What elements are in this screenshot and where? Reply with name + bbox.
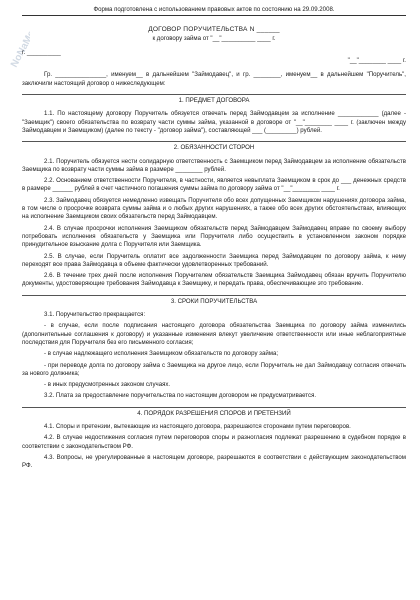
section-3 xyxy=(22,295,406,401)
paragraph: 2.6. В течение трех дней после исполнения Поручителем обязательств Заемщика Займодавец обязан вручить Поручителю документы, удостоверяющие требования Займодавца к Заемщику, и передать права, обеспечивающие это требование. xyxy=(22,272,406,288)
date-row xyxy=(22,57,406,65)
section-1 xyxy=(22,94,406,135)
paragraph: 1.1. По настоящему договору Поручитель обязуется отвечать перед Займодавцем за исполнение ____________ (далее - "Заемщик") своего обязательства по возврату части суммы займа, указанной в договоре от "__"________ ____ г. (заключен между Займодавцем и Заемщиком) (далее по тексту - "договор займа"), составляющей ___ (_________) рублей. xyxy=(22,110,406,134)
watermark-text: NoNaMe xyxy=(8,28,30,70)
document-subtitle: к договору займа от "__"__________ ____ г. xyxy=(152,34,276,42)
city: г. __________ xyxy=(22,48,61,56)
paragraph: 2.1. Поручитель обязуется нести солидарную ответственность с Заемщиком перед Займодавцем за исполнение обязательств Заемщика по возврату части суммы займа в размере ________ рублей. xyxy=(22,157,406,173)
section-heading: 4. ПОРЯДОК РАЗРЕШЕНИЯ СПОРОВ И ПРЕТЕНЗИЙ xyxy=(22,407,406,418)
document-title: ДОГОВОР ПОРУЧИТЕЛЬСТВА N ______ xyxy=(148,26,280,34)
paragraph: 4.3. Вопросы, не урегулированные в настоящем договоре, разрешаются в соответствии с действующим законодательством РФ. xyxy=(22,453,406,470)
paragraph: - в случае надлежащего исполнения Заемщиком обязательств по договору займа; xyxy=(44,350,279,358)
paragraph: - при переводе долга по договору займа с Заемщика на другое лицо, если Поручитель не дал Займодавцу согласия отвечать за нового должника; xyxy=(22,361,406,377)
section-4 xyxy=(22,407,406,471)
section-2 xyxy=(22,141,406,288)
paragraph: 2.2. Основанием ответственности Поручителя, в частности, является невыплата Заемщиком в срок до ___ денежных средств в размере ______ рублей в счет частичного погашения суммы займа по договору займа от "__"________ ____ г. xyxy=(22,177,406,193)
paragraph: 4.2. В случае недостижения согласия путем переговоров споры и разногласия подлежат разрешению в судебном порядке в соответствии с законодательством РФ. xyxy=(22,434,406,450)
section-heading: 2. ОБЯЗАННОСТИ СТОРОН xyxy=(22,141,406,152)
section-heading: 1. ПРЕДМЕТ ДОГОВОРА xyxy=(22,94,406,105)
document-page xyxy=(22,6,406,473)
paragraph: 2.3. Займодавец обязуется немедленно извещать Поручителя обо всех допущенных Заемщиком нарушениях договора займа, в том числе о просрочке возврата суммы займа и о любых других нарушениях, а также обо всех других обстоятельствах, влияющих на исполнение Заемщиком своих обязательств перед Займодавцем. xyxy=(22,196,406,221)
place-date-row xyxy=(22,49,406,57)
paragraph: 2.4. В случае просрочки исполнения Заемщиком обязательств перед Займодавцем Займодавец вправе по своему выбору потребовать исполнения обязательств у Заемщика или Поручителя либо осуществить в установленном законом порядке принудительное взыскание долга с Поручителя или Заемщика. xyxy=(22,224,406,249)
paragraph: - в иных предусмотренных законом случаях. xyxy=(44,381,171,389)
paragraph: 4.1. Споры и претензии, вытекающие из настоящего договора, разрешаются сторонами путем переговоров. xyxy=(44,422,351,430)
paragraph: 3.1. Поручительство прекращается: xyxy=(44,311,146,319)
paragraph: 3.2. Плата за предоставление поручительства по настоящим договором не предусматривается. xyxy=(44,392,317,400)
section-heading: 3. СРОКИ ПОРУЧИТЕЛЬСТВА xyxy=(22,295,406,306)
paragraph: 2.5. В случае, если Поручитель оплатит все задолженности Заемщика перед Займодавцем по договору займа, к нему переходят все права Займодавца в объеме фактически удовлетворенных требований. xyxy=(22,252,406,268)
contract-date: "__"________ ____ г. xyxy=(347,57,406,65)
paragraph: - в случае, если после подписания настоящего договора обязательства Заемщика по договору займа изменились (дополнительные соглашения к договору) и указанные изменения влекут увеличение ответственности или иные неблагоприятные последствия для Поручителя без его письменного согласия; xyxy=(22,322,406,346)
intro-paragraph: Гр. _______________, именуем__ в дальнейшем "Займодавец", и гр. ________, именуем__ в дальнейшем "Поручитель", заключили настоящий договор о нижеследующем: xyxy=(22,71,406,87)
form-note: Форма подготовлена с использованием правовых актов по состоянию на 29.09.2008. xyxy=(22,6,406,16)
